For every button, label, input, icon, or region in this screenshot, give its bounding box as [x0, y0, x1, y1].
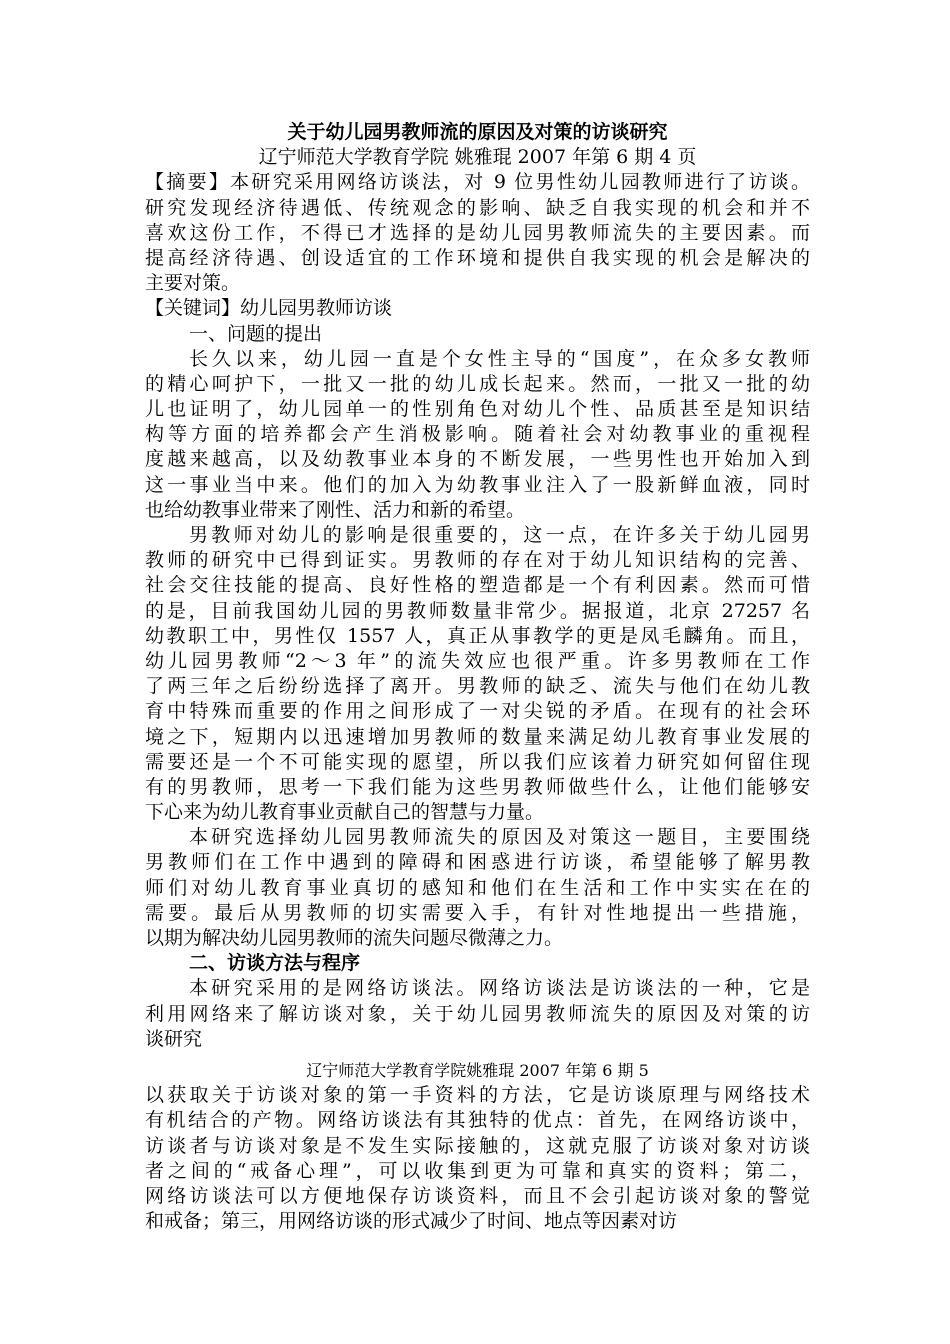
paragraph-line: 者之间的“戒备心理”，可以收集到更为可靠和真实的资料；第二，: [145, 1159, 810, 1182]
paragraph-line: 利用网络来了解访谈对象，关于幼儿园男教师流失的原因及对策的访: [145, 1002, 810, 1025]
abstract-line: 喜欢这份工作，不得已才选择的是幼儿园男教师流失的主要因素。而: [145, 221, 810, 244]
paragraph-line: 社会交往技能的提高、良好性格的塑造都是一个有利因素。然而可惜: [145, 574, 810, 597]
paragraph-line: 育中特殊而重要的作用之间形成了一对尖锐的矛盾。在现有的社会环: [145, 700, 810, 723]
abstract-line: 主要对策。: [145, 272, 241, 295]
paragraph-line: 长久以来，幼儿园一直是个女性主导的“国度”，在众多女教师: [189, 347, 810, 370]
page-citation: 辽宁师范大学教育学院姚雅琨 2007 年第 6 期 5: [306, 1060, 649, 1080]
keywords: 【关键词】幼儿园男教师访谈: [145, 297, 393, 320]
abstract-line: 提高经济待遇、创设适宜的工作环境和提供自我实现的机会是解决的: [145, 246, 810, 269]
paragraph-line: 教师的研究中已得到证实。男教师的存在对于幼儿知识结构的完善、: [145, 549, 810, 572]
section-heading-1: 一、问题的提出: [189, 322, 323, 345]
paragraph-line: 幼儿园男教师“2～3 年”的流失效应也很严重。许多男教师在工作: [145, 649, 810, 672]
paragraph-line: 男教师们在工作中遇到的障碍和困惑进行访谈，希望能够了解男教: [145, 851, 810, 874]
paragraph-line: 构等方面的培养都会产生消极影响。随着社会对幼教事业的重视程: [145, 423, 810, 446]
paragraph-line: 男教师对幼儿的影响是很重要的，这一点，在许多关于幼儿园男: [189, 524, 810, 546]
byline: 辽宁师范大学教育学院 姚雅琨 2007 年第 6 期 4 页: [258, 146, 697, 169]
paragraph-line: 了两三年之后纷纷选择了离开。男教师的缺乏、流失与他们在幼儿教: [145, 675, 810, 698]
paragraph-line: 需要。最后从男教师的切实需要入手，有针对性地提出一些措施，: [145, 901, 810, 924]
paragraph-line: 本研究选择幼儿园男教师流失的原因及对策这一题目，主要围绕: [189, 826, 810, 849]
paragraph-line: 幼教职工中，男性仅 1557 人，真正从事教学的更是凤毛麟角。而且，: [145, 624, 810, 647]
paragraph-line: 和戒备；第三，用网络访谈的形式减少了时间、地点等因素对访: [145, 1210, 678, 1233]
paragraph-line: 也给幼教事业带来了刚性、活力和新的希望。: [145, 498, 526, 521]
paragraph-line: 的精心呵护下，一批又一批的幼儿成长起来。然而，一批又一批的幼: [145, 372, 810, 395]
paragraph-line: 下心来为幼儿教育事业贡献自己的智慧与力量。: [145, 801, 545, 824]
paragraph-line: 以获取关于访谈对象的第一手资料的方法，它是访谈原理与网络技术: [145, 1084, 810, 1107]
paragraph-line: 的是，目前我国幼儿园的男教师数量非常少。据报道，北京 27257 名: [145, 599, 810, 622]
paragraph-2: [145, 523, 810, 825]
paragraph-line: 以期为解决幼儿园男教师的流失问题尽微薄之力。: [145, 927, 564, 949]
abstract: [145, 170, 810, 296]
paragraph-line: 谈研究: [145, 1027, 203, 1050]
paragraph-line: 这一事业当中来。他们的加入为幼教事业注入了一股新鲜血液，同时: [145, 473, 810, 496]
document-page: [145, 120, 810, 1234]
abstract-line: 【摘要】本研究采用网络访谈法，对 9 位男性幼儿园教师进行了访谈。: [145, 171, 810, 194]
paragraph-4: [145, 976, 810, 1052]
paragraph-line: 度越来越高，以及幼教事业本身的不断发展，一些男性也开始加入到: [145, 448, 810, 471]
document-title: 关于幼儿园男教师流的原因及对策的访谈研究: [287, 121, 668, 143]
paragraph-line: 师们对幼儿教育事业真切的感知和他们在生活和工作中实实在在的: [145, 876, 810, 899]
abstract-line: 研究发现经济待遇低、传统观念的影响、缺乏自我实现的机会和并不: [145, 196, 810, 219]
section-heading-2: 二、访谈方法与程序: [189, 952, 361, 975]
paragraph-line: 有的男教师，思考一下我们能为这些男教师做些什么，让他们能够安: [145, 775, 810, 798]
paragraph-line: 境之下，短期内以迅速增加男教师的数量来满足幼儿教育事业发展的: [145, 725, 810, 748]
paragraph-line: 儿也证明了，幼儿园单一的性别角色对幼儿个性、品质甚至是知识结: [145, 398, 810, 421]
paragraph-1: [145, 347, 810, 523]
paragraph-line: 访谈者与访谈对象是不发生实际接触的，这就克服了访谈对象对访谈: [145, 1134, 810, 1157]
paragraph-line: 有机结合的产物。网络访谈法有其独特的优点：首先，在网络访谈中，: [145, 1109, 810, 1132]
paragraph-5: [145, 1083, 810, 1234]
paragraph-line: 网络访谈法可以方便地保存访谈资料，而且不会引起访谈对象的警觉: [145, 1184, 810, 1207]
paragraph-line: 需要还是一个不可能实现的愿望，所以我们应该着力研究如何留住现: [145, 750, 810, 773]
paragraph-line: 本研究采用的是网络访谈法。网络访谈法是访谈法的一种，它是: [189, 977, 810, 1000]
paragraph-3: [145, 825, 810, 951]
